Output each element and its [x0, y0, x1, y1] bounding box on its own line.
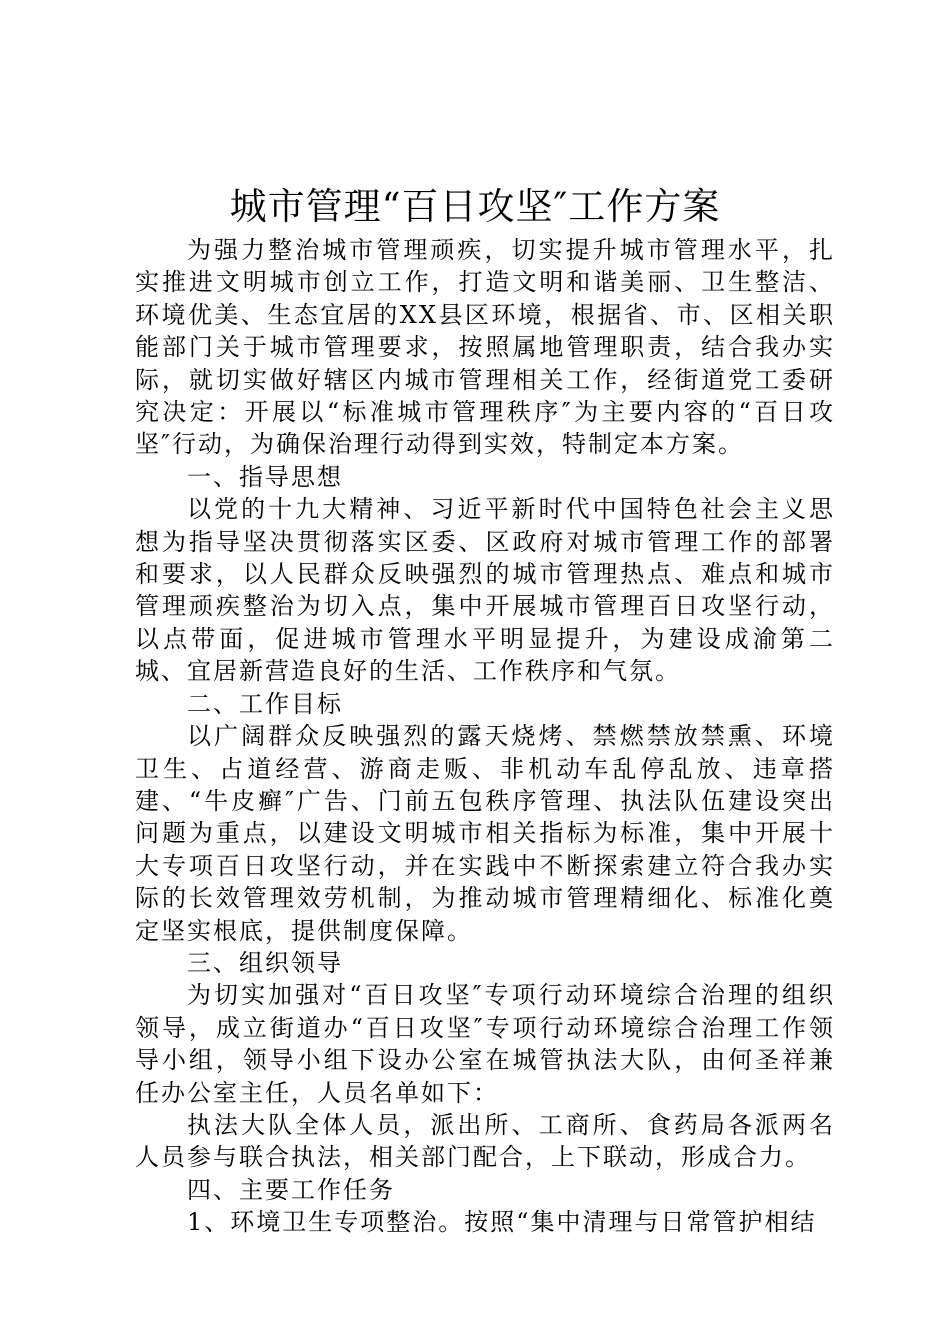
- document-body: [135, 234, 835, 1239]
- section-heading-guiding-ideology: 一、指导思想: [187, 462, 343, 491]
- paragraph-task-1: 1、环境卫生专项整治。按照“集中清理与日常管护相结: [187, 1208, 817, 1237]
- paragraph-personnel: 执法大队全体人员，派出所、工商所、食药局各派两名人员参与联合执法，相关部门配合，上下联动，形成合力。: [135, 1110, 835, 1172]
- section-heading-work-goals: 二、工作目标: [187, 689, 343, 718]
- paragraph-organization: 为切实加强对“百日攻坚″专项行动环境综合治理的组织领导，成立街道办“百日攻坚″专项行动环境综合治理工作领导小组，领导小组下设办公室在城管执法大队，由何圣祥兼任办公室主任，人员名单如下：: [135, 981, 835, 1107]
- paragraph-guiding-ideology: 以党的十九大精神、习近平新时代中国特色社会主义思想为指导坚决贯彻落实区委、区政府对城市管理工作的部署和要求，以人民群众反映强烈的城市管理热点、难点和城市管理顽疾整治为切入点，集中开展城市管理百日攻坚行动，以点带面，促进城市管理水平明显提升，为建设成渝第二城、宜居新营造良好的生活、工作秩序和气氛。: [135, 495, 835, 686]
- paragraph-work-goals: 以广阔群众反映强烈的露天烧烤、禁燃禁放禁熏、环境卫生、占道经营、游商走贩、非机动车乱停乱放、违章搭建、“牛皮癣″广告、门前五包秩序管理、执法队伍建设突出问题为重点，以建设文明城市相关指标为标准，集中开展十大专项百日攻坚行动，并在实践中不断探索建立符合我办实际的长效管理效劳机制，为推动城市管理精细化、标准化奠定坚实根底，提供制度保障。: [135, 722, 835, 945]
- paragraph-intro: 为强力整治城市管理顽疾，切实提升城市管理水平，扎实推进文明城市创立工作，打造文明和谐美丽、卫生整洁、环境优美、生态宜居的XX县区环境，根据省、市、区相关职能部门关于城市管理要求，按照属地管理职责，结合我办实际，就切实做好辖区内城市管理相关工作，经街道党工委研究决定：开展以“标准城市管理秩序″为主要内容的“百日攻坚″行动，为确保治理行动得到实效，特制定本方案。: [135, 236, 835, 459]
- section-heading-main-tasks: 四、主要工作任务: [187, 1175, 395, 1204]
- document-title: 城市管理“百日攻坚″工作方案: [229, 185, 721, 228]
- section-heading-organization: 三、组织领导: [187, 948, 343, 977]
